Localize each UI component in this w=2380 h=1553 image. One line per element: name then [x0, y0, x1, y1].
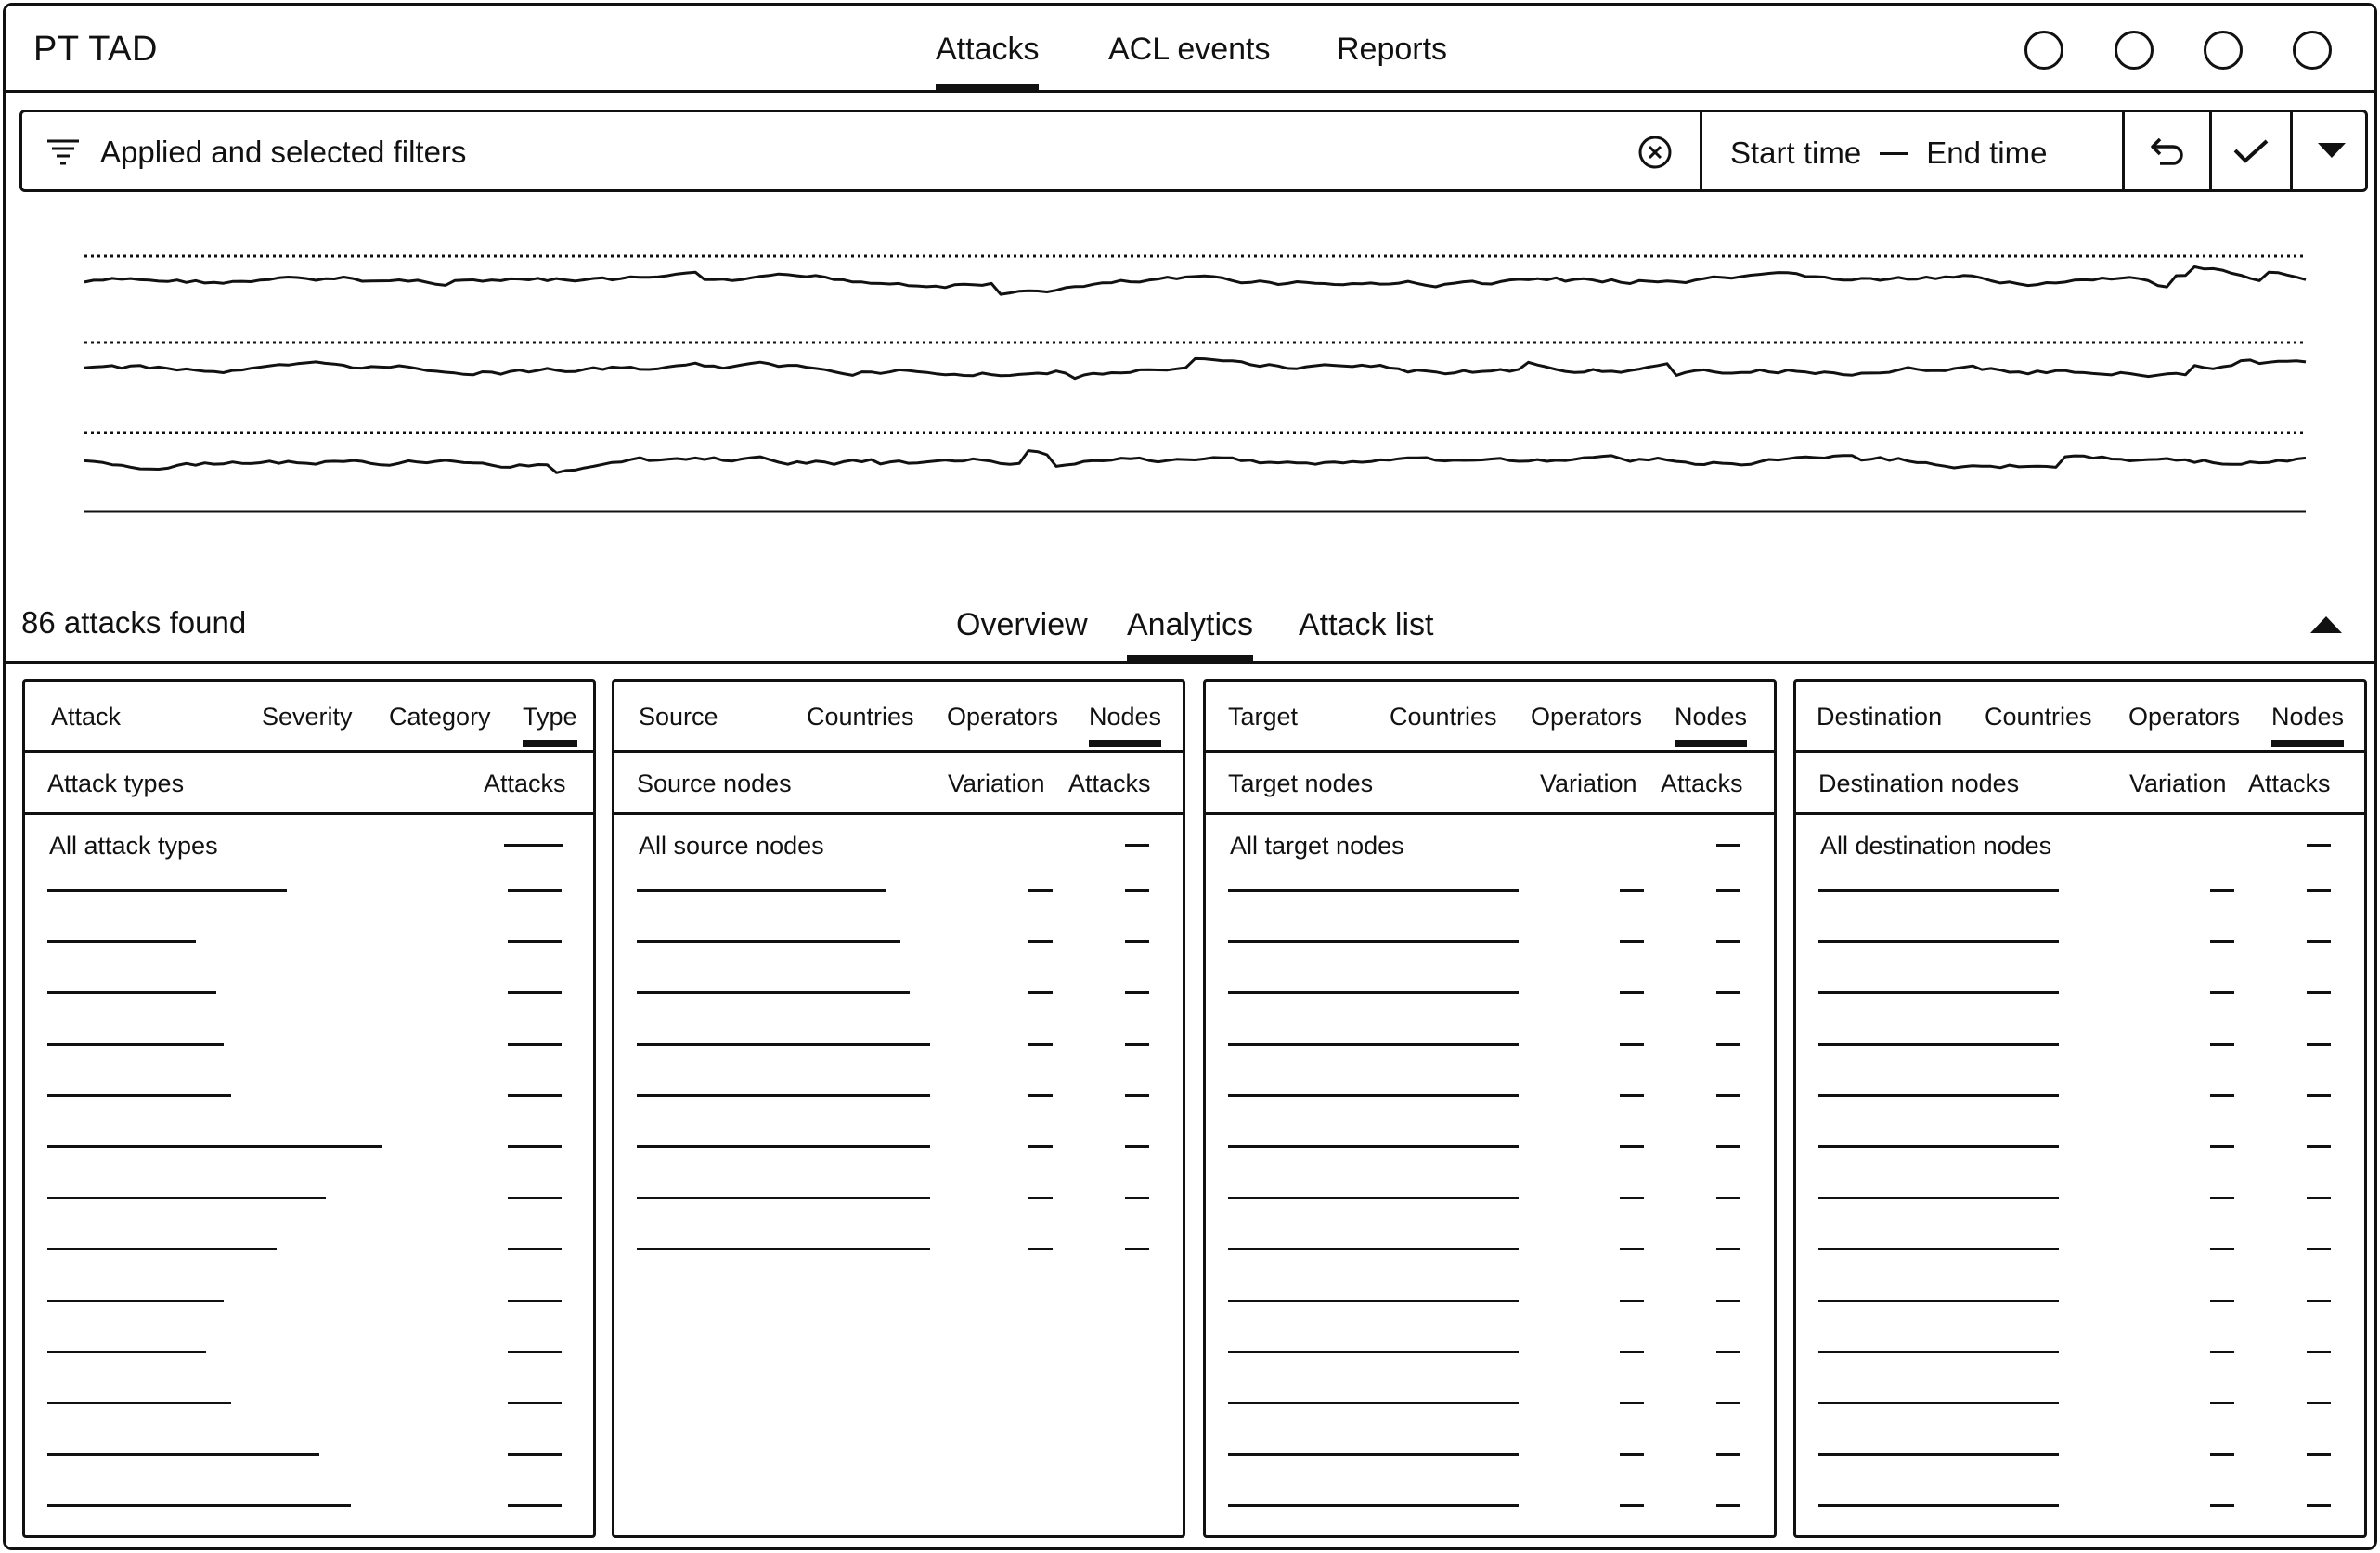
attack-panel	[22, 679, 596, 1538]
row-name-placeholder	[1228, 1094, 1519, 1097]
table-row[interactable]	[25, 1067, 593, 1118]
attacks-value-placeholder	[1716, 991, 1740, 994]
attacks-value-placeholder	[508, 1145, 562, 1148]
panel-tab-label: Operators	[947, 703, 1059, 731]
row-name-placeholder	[1818, 1504, 2059, 1507]
table-row[interactable]	[1796, 964, 2364, 1015]
tab-label: Analytics	[1127, 607, 1254, 642]
start-time-field[interactable]: Start time	[1730, 136, 1862, 170]
panel-tab-type[interactable]	[523, 703, 577, 731]
column-variation-header[interactable]: Variation	[948, 770, 1045, 797]
tab-acl-events[interactable]	[1108, 32, 1271, 68]
panel-tab-label: Source	[639, 703, 718, 731]
attacks-value-placeholder	[1716, 1453, 1740, 1456]
range-dash	[1880, 152, 1908, 155]
variation-value-placeholder	[2210, 1094, 2234, 1097]
panel-tab-label: Destination	[1817, 703, 1943, 731]
row-name-placeholder	[1818, 1300, 2059, 1302]
variation-value-placeholder	[2210, 1197, 2234, 1199]
tab-label: Reports	[1337, 32, 1448, 67]
table-row[interactable]	[614, 861, 1183, 912]
row-name-placeholder	[1818, 1402, 2059, 1404]
attacks-value-placeholder	[508, 1043, 562, 1046]
toolbar-circle-button-2[interactable]	[2115, 31, 2154, 70]
attacks-value-placeholder	[2307, 991, 2331, 994]
time-range-picker[interactable]	[1730, 136, 2047, 171]
attacks-value-placeholder	[1125, 1043, 1149, 1046]
attacks-value-placeholder	[508, 940, 562, 943]
variation-value-placeholder	[2210, 1504, 2234, 1507]
active-tab-indicator	[1675, 740, 1747, 747]
row-name-placeholder	[1228, 889, 1519, 892]
row-name-placeholder	[47, 1043, 224, 1046]
variation-value-placeholder	[2210, 1145, 2234, 1148]
table-row[interactable]	[25, 1118, 593, 1169]
table-row[interactable]	[1796, 1016, 2364, 1067]
chart-series-line	[84, 266, 2306, 294]
app-window	[3, 3, 2377, 1550]
attacks-value-placeholder	[1125, 1197, 1149, 1199]
row-name-placeholder	[1228, 1197, 1519, 1199]
attacks-value-placeholder	[2307, 1504, 2331, 1507]
row-name-placeholder	[1818, 1248, 2059, 1250]
variation-value-placeholder	[2210, 1351, 2234, 1353]
variation-value-placeholder	[1028, 1248, 1053, 1250]
row-name-placeholder	[47, 1504, 351, 1507]
tab-overview[interactable]	[956, 607, 1088, 643]
row-name-placeholder	[1228, 1043, 1519, 1046]
row-name-placeholder	[637, 1145, 930, 1148]
panel-tab-label: Operators	[2128, 703, 2241, 731]
tab-attacks[interactable]	[936, 32, 1039, 68]
attacks-value-placeholder	[2307, 1197, 2331, 1199]
table-row[interactable]	[1206, 1067, 1774, 1118]
table-row[interactable]	[1796, 1374, 2364, 1425]
section-divider	[6, 661, 2374, 664]
table-row[interactable]	[1796, 1272, 2364, 1323]
panel-tab-label: Countries	[1390, 703, 1497, 731]
filter-bar	[19, 110, 2368, 192]
variation-value-placeholder	[1620, 1094, 1644, 1097]
attacks-value-placeholder	[508, 1351, 562, 1353]
chart-series-line	[84, 451, 2306, 473]
variation-value-placeholder	[1620, 1453, 1644, 1456]
variation-value-placeholder	[1620, 1248, 1644, 1250]
panel-tab-label: Countries	[1985, 703, 2092, 731]
attacks-value-placeholder	[508, 991, 562, 994]
dropdown-button[interactable]	[2293, 112, 2371, 189]
attacks-timeline-chart[interactable]	[6, 201, 2377, 553]
chart-series-line	[84, 358, 2306, 378]
row-name-placeholder	[47, 1145, 382, 1148]
apply-button[interactable]	[2212, 112, 2290, 189]
table-row[interactable]	[25, 1476, 593, 1527]
row-name-placeholder	[1228, 1300, 1519, 1302]
row-name-placeholder	[637, 889, 886, 892]
tab-reports[interactable]	[1337, 32, 1447, 68]
column-name-header[interactable]: Source nodes	[637, 770, 792, 797]
target-panel	[1203, 679, 1777, 1538]
variation-value-placeholder	[2210, 1453, 2234, 1456]
row-name-placeholder	[1818, 940, 2059, 943]
panel-tab-countries[interactable]	[1390, 703, 1497, 731]
attacks-value-placeholder	[508, 1248, 562, 1250]
variation-value-placeholder	[1620, 1300, 1644, 1302]
row-name-placeholder	[1228, 991, 1519, 994]
all-items-label: All destination nodes	[1820, 832, 2052, 860]
table-row[interactable]	[25, 912, 593, 964]
table-row[interactable]	[1206, 1220, 1774, 1271]
panel-tab-operators[interactable]	[947, 703, 1058, 731]
column-variation-header[interactable]: Variation	[1540, 770, 1637, 797]
panel-tab-label: Nodes	[1089, 703, 1162, 731]
row-name-placeholder	[1818, 1145, 2059, 1148]
undo-icon	[2149, 136, 2186, 167]
end-time-field[interactable]: End time	[1926, 136, 2048, 170]
column-header	[25, 753, 593, 815]
tab-label: Attack list	[1299, 607, 1434, 642]
column-header	[1796, 753, 2364, 815]
tab-analytics[interactable]	[1127, 607, 1253, 643]
attacks-value-placeholder	[504, 844, 563, 847]
table-row[interactable]	[614, 1169, 1183, 1220]
attacks-value-placeholder	[508, 1402, 562, 1404]
tab-attack-list[interactable]	[1299, 607, 1433, 643]
variation-value-placeholder	[2210, 1043, 2234, 1046]
panel-tab-operators[interactable]	[2128, 703, 2240, 731]
table-row[interactable]	[1796, 1425, 2364, 1476]
chevron-down-icon	[2318, 143, 2346, 160]
variation-value-placeholder	[1620, 940, 1644, 943]
panel-tabs	[614, 682, 1183, 753]
active-tab-indicator	[936, 84, 1039, 93]
attacks-value-placeholder	[1716, 1351, 1740, 1353]
source-panel	[612, 679, 1185, 1538]
undo-button[interactable]	[2125, 112, 2209, 189]
table-row[interactable]	[1206, 912, 1774, 964]
row-name-placeholder	[47, 1402, 231, 1404]
variation-value-placeholder	[2210, 991, 2234, 994]
attacks-value-placeholder	[1716, 1300, 1740, 1302]
attacks-value-placeholder	[1125, 1094, 1149, 1097]
active-tab-indicator	[523, 740, 577, 747]
table-row[interactable]	[1206, 1169, 1774, 1220]
panel-tab-label: Severity	[262, 703, 353, 731]
column-attacks-header[interactable]: Attacks	[2248, 770, 2331, 797]
row-name-placeholder	[1818, 889, 2059, 892]
panel-tabs	[1206, 682, 1774, 753]
active-tab-indicator	[2271, 740, 2344, 747]
row-name-placeholder	[1818, 1094, 2059, 1097]
column-variation-header[interactable]: Variation	[2129, 770, 2227, 797]
table-row[interactable]	[25, 1016, 593, 1067]
attacks-value-placeholder	[1716, 1094, 1740, 1097]
panel-tabs	[25, 682, 593, 753]
attacks-value-placeholder	[508, 1197, 562, 1199]
panel-tab-target[interactable]	[1228, 703, 1298, 731]
table-row[interactable]	[614, 1067, 1183, 1118]
app-title: PT TAD	[33, 30, 158, 69]
destination-panel	[1793, 679, 2367, 1538]
panel-tab-nodes[interactable]	[2271, 703, 2344, 731]
panel-tab-source[interactable]	[639, 703, 718, 731]
row-name-placeholder	[637, 940, 900, 943]
attacks-value-placeholder	[2307, 1145, 2331, 1148]
row-name-placeholder	[637, 991, 910, 994]
variation-value-placeholder	[1620, 1197, 1644, 1199]
row-name-placeholder	[47, 1351, 206, 1353]
variation-value-placeholder	[1028, 940, 1053, 943]
table-row[interactable]	[25, 1374, 593, 1425]
row-name-placeholder	[1818, 1453, 2059, 1456]
row-name-placeholder	[47, 991, 216, 994]
table-row[interactable]	[1206, 1272, 1774, 1323]
attacks-value-placeholder	[2307, 1453, 2331, 1456]
panel-tab-label: Target	[1228, 703, 1299, 731]
filter-input[interactable]: Applied and selected filters	[100, 135, 467, 169]
attacks-value-placeholder	[1716, 1145, 1740, 1148]
panel-tab-label: Operators	[1531, 703, 1643, 731]
panel-tab-destination[interactable]	[1817, 703, 1942, 731]
table-row[interactable]	[25, 964, 593, 1015]
variation-value-placeholder	[1028, 1043, 1053, 1046]
attacks-value-placeholder	[2307, 940, 2331, 943]
row-name-placeholder	[47, 1300, 224, 1302]
table-row[interactable]	[25, 1272, 593, 1323]
table-row[interactable]	[25, 861, 593, 912]
panel-tab-category[interactable]	[389, 703, 491, 731]
attacks-value-placeholder	[508, 1453, 562, 1456]
row-name-placeholder	[47, 940, 196, 943]
table-row[interactable]	[25, 1323, 593, 1374]
attacks-value-placeholder	[1716, 1504, 1740, 1507]
attacks-value-placeholder	[1716, 940, 1740, 943]
attacks-value-placeholder	[1125, 1248, 1149, 1250]
table-row[interactable]	[25, 1425, 593, 1476]
all-items-label: All target nodes	[1230, 832, 1404, 860]
attacks-value-placeholder	[1125, 991, 1149, 994]
variation-value-placeholder	[1028, 1145, 1053, 1148]
attacks-value-placeholder	[1125, 1145, 1149, 1148]
panel-tab-attack[interactable]	[51, 703, 121, 731]
attacks-value-placeholder	[1716, 889, 1740, 892]
panel-tab-countries[interactable]	[1985, 703, 2092, 731]
row-name-placeholder	[1228, 940, 1519, 943]
variation-value-placeholder	[1620, 1402, 1644, 1404]
table-row[interactable]	[1206, 1476, 1774, 1527]
attacks-value-placeholder	[508, 1300, 562, 1302]
toolbar-circle-button-3[interactable]	[2204, 31, 2243, 70]
variation-value-placeholder	[1028, 1094, 1053, 1097]
row-name-placeholder	[47, 1248, 277, 1250]
row-name-placeholder	[637, 1197, 930, 1199]
attacks-found-count: 86 attacks found	[21, 605, 247, 640]
table-row[interactable]	[1796, 1220, 2364, 1271]
panel-tab-label: Nodes	[1675, 703, 1748, 731]
row-name-placeholder	[47, 1453, 319, 1456]
column-name-header[interactable]: Destination nodes	[1818, 770, 2020, 797]
row-name-placeholder	[47, 1094, 231, 1097]
panel-tab-operators[interactable]	[1531, 703, 1642, 731]
panel-tab-label: Category	[389, 703, 491, 731]
row-name-placeholder	[47, 1197, 326, 1199]
table-row[interactable]	[1206, 1374, 1774, 1425]
variation-value-placeholder	[1028, 991, 1053, 994]
attacks-value-placeholder	[2307, 844, 2331, 847]
attacks-value-placeholder	[1716, 1402, 1740, 1404]
attacks-value-placeholder	[1125, 844, 1149, 847]
table-row[interactable]	[25, 1220, 593, 1271]
table-row[interactable]	[614, 964, 1183, 1015]
attacks-value-placeholder	[508, 1504, 562, 1507]
attacks-value-placeholder	[2307, 1248, 2331, 1250]
divider	[1700, 112, 1702, 189]
attacks-value-placeholder	[1716, 1197, 1740, 1199]
row-name-placeholder	[47, 889, 287, 892]
collapse-up-icon[interactable]	[2310, 615, 2342, 635]
attacks-value-placeholder	[1716, 844, 1740, 847]
table-row[interactable]	[1796, 912, 2364, 964]
row-name-placeholder	[1228, 1351, 1519, 1353]
table-row[interactable]	[1206, 964, 1774, 1015]
column-attacks-header[interactable]: Attacks	[1661, 770, 1743, 797]
attacks-value-placeholder	[508, 1094, 562, 1097]
attacks-value-placeholder	[2307, 889, 2331, 892]
all-items-label: All source nodes	[639, 832, 824, 860]
attacks-value-placeholder	[2307, 1043, 2331, 1046]
table-row[interactable]	[614, 912, 1183, 964]
top-bar	[6, 6, 2374, 93]
table-row[interactable]	[1206, 1016, 1774, 1067]
table-row[interactable]	[1796, 1067, 2364, 1118]
column-attacks-header[interactable]: Attacks	[484, 770, 566, 797]
attacks-value-placeholder	[1125, 940, 1149, 943]
column-name-header[interactable]: Attack types	[47, 770, 185, 797]
variation-value-placeholder	[1620, 991, 1644, 994]
variation-value-placeholder	[2210, 1300, 2234, 1302]
variation-value-placeholder	[1620, 1351, 1644, 1353]
variation-value-placeholder	[1620, 1504, 1644, 1507]
table-row[interactable]	[614, 1220, 1183, 1271]
panel-tab-nodes[interactable]	[1089, 703, 1161, 731]
table-row[interactable]	[1796, 1323, 2364, 1374]
panel-tabs	[1796, 682, 2364, 753]
table-row[interactable]	[1206, 861, 1774, 912]
row-name-placeholder	[1818, 1351, 2059, 1353]
row-name-placeholder	[637, 1248, 930, 1250]
panel-tab-label: Nodes	[2271, 703, 2345, 731]
tab-label: ACL events	[1108, 32, 1271, 67]
variation-value-placeholder	[1028, 1197, 1053, 1199]
toolbar-circle-button-4[interactable]	[2293, 31, 2332, 70]
row-name-placeholder	[1228, 1453, 1519, 1456]
column-header	[614, 753, 1183, 815]
variation-value-placeholder	[1620, 1145, 1644, 1148]
row-name-placeholder	[637, 1094, 930, 1097]
attacks-value-placeholder	[2307, 1300, 2331, 1302]
table-row[interactable]	[614, 1118, 1183, 1169]
variation-value-placeholder	[1620, 1043, 1644, 1046]
filter-icon[interactable]	[46, 137, 80, 167]
toolbar-circle-button-1[interactable]	[2024, 31, 2063, 70]
column-attacks-header[interactable]: Attacks	[1068, 770, 1151, 797]
table-row[interactable]	[1796, 1169, 2364, 1220]
table-row[interactable]	[1206, 1323, 1774, 1374]
row-name-placeholder	[1818, 991, 2059, 994]
row-name-placeholder	[1228, 1504, 1519, 1507]
row-name-placeholder	[1818, 1043, 2059, 1046]
attacks-value-placeholder	[1716, 1043, 1740, 1046]
row-name-placeholder	[1228, 1145, 1519, 1148]
all-items-label: All attack types	[49, 832, 218, 860]
panel-tab-label: Countries	[807, 703, 914, 731]
variation-value-placeholder	[2210, 889, 2234, 892]
table-row[interactable]	[1206, 1425, 1774, 1476]
attacks-value-placeholder	[508, 889, 562, 892]
variation-value-placeholder	[2210, 940, 2234, 943]
tab-label: Attacks	[936, 32, 1040, 67]
row-name-placeholder	[1818, 1197, 2059, 1199]
clear-filter-icon[interactable]	[1637, 135, 1673, 170]
tab-label: Overview	[956, 607, 1088, 642]
panel-tab-nodes[interactable]	[1675, 703, 1747, 731]
row-name-placeholder	[637, 1043, 930, 1046]
column-header	[1206, 753, 1774, 815]
panel-tab-severity[interactable]	[262, 703, 353, 731]
check-icon	[2232, 137, 2270, 165]
table-row[interactable]	[1796, 861, 2364, 912]
attacks-value-placeholder	[2307, 1351, 2331, 1353]
row-name-placeholder	[1228, 1402, 1519, 1404]
row-name-placeholder	[1228, 1248, 1519, 1250]
panel-tab-countries[interactable]	[807, 703, 914, 731]
column-name-header[interactable]: Target nodes	[1228, 770, 1374, 797]
active-tab-indicator	[1089, 740, 1161, 747]
attacks-value-placeholder	[2307, 1094, 2331, 1097]
attacks-value-placeholder	[1716, 1248, 1740, 1250]
table-row[interactable]	[614, 1016, 1183, 1067]
table-row[interactable]	[25, 1169, 593, 1220]
variation-value-placeholder	[2210, 1402, 2234, 1404]
attacks-value-placeholder	[2307, 1402, 2331, 1404]
attacks-value-placeholder	[1125, 889, 1149, 892]
panel-tab-label: Attack	[51, 703, 122, 731]
table-row[interactable]	[1796, 1118, 2364, 1169]
table-row[interactable]	[1206, 1118, 1774, 1169]
variation-value-placeholder	[1620, 889, 1644, 892]
variation-value-placeholder	[2210, 1248, 2234, 1250]
panel-tab-label: Type	[523, 703, 577, 731]
table-row[interactable]	[1796, 1476, 2364, 1527]
variation-value-placeholder	[1028, 889, 1053, 892]
